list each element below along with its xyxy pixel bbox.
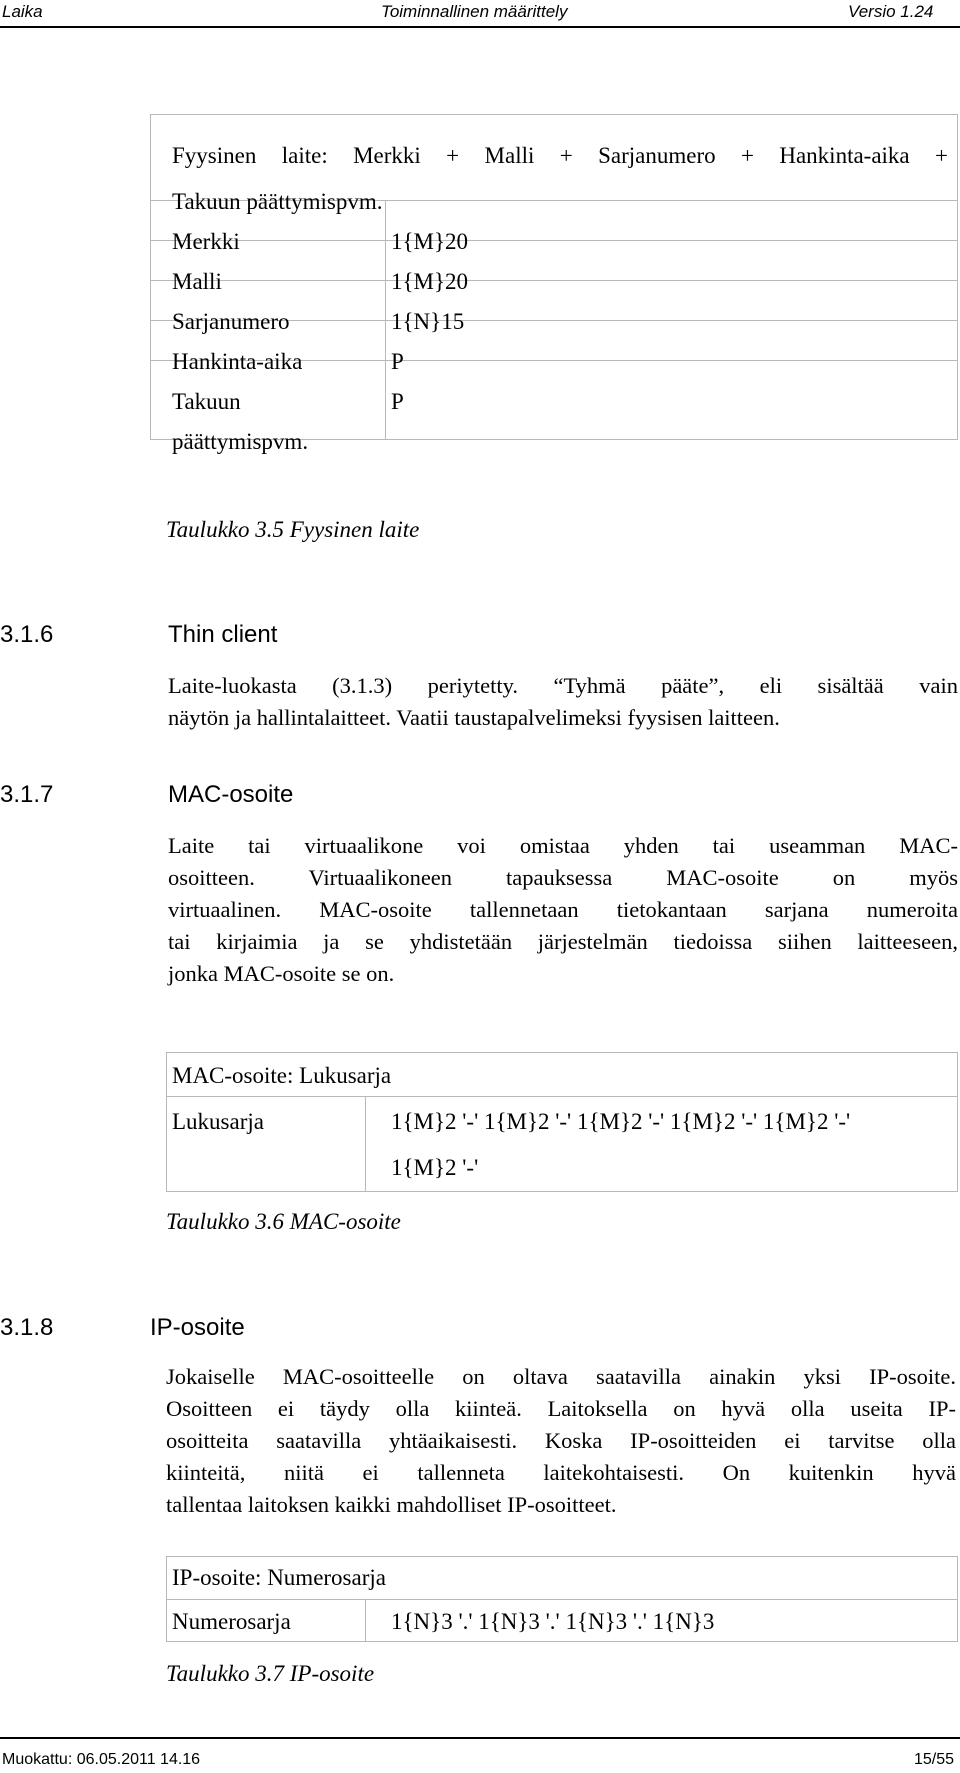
row-merkki-name: Merkki bbox=[172, 229, 240, 254]
row-sarjanumero-name: Sarjanumero bbox=[172, 309, 290, 334]
section-paragraph bbox=[168, 670, 958, 734]
row-value: 1{N}3 '.' 1{N}3 '.' 1{N}3 '.' 1{N}3 bbox=[391, 1609, 715, 1634]
section-title: MAC-osoite bbox=[168, 781, 294, 808]
section-paragraph bbox=[168, 830, 958, 990]
paragraph-line: jonka MAC-osoite se on. bbox=[168, 961, 395, 986]
row-value-line1: 1{M}2 '-' 1{M}2 '-' 1{M}2 '-' 1{M}2 '-' 1{M}2 '-' bbox=[391, 1109, 851, 1134]
section-number: 3.1.8 bbox=[0, 1314, 54, 1341]
table-column-divider bbox=[365, 1096, 366, 1192]
row-hankinta-aika-value: P bbox=[391, 349, 404, 374]
table-divider bbox=[150, 280, 958, 281]
table-divider bbox=[166, 1599, 958, 1600]
table-column-divider bbox=[385, 200, 386, 440]
row-malli-value: 1{M}20 bbox=[391, 269, 469, 294]
section-paragraph bbox=[166, 1361, 956, 1521]
paragraph-line: osoitteita saatavilla yhtäaikaisesti. Koska IP-osoitteiden ei tarvitse olla bbox=[166, 1428, 956, 1453]
table-title-line2: Takuun päättymispvm. bbox=[172, 189, 383, 214]
table-caption: Taulukko 3.7 IP-osoite bbox=[166, 1661, 375, 1686]
table-caption: Taulukko 3.5 Fyysinen laite bbox=[166, 517, 420, 542]
table-divider bbox=[166, 1096, 958, 1097]
row-name: Lukusarja bbox=[172, 1109, 264, 1134]
row-value-line2: 1{M}2 '-' bbox=[391, 1155, 479, 1180]
row-name: Numerosarja bbox=[172, 1609, 291, 1634]
table-caption: Taulukko 3.6 MAC-osoite bbox=[166, 1209, 401, 1234]
row-merkki-value: 1{M}20 bbox=[391, 229, 469, 254]
table-title-line1: Fyysinen laite: Merkki + Malli + Sarjanumero + Hankinta-aika + bbox=[172, 143, 948, 168]
table-column-divider bbox=[365, 1599, 366, 1642]
paragraph-line: Osoitteen ei täydy olla kiinteä. Laitoksella on hyvä olla useita IP- bbox=[166, 1396, 956, 1421]
table-title: IP-osoite: Numerosarja bbox=[172, 1565, 386, 1590]
row-hankinta-aika-name: Hankinta-aika bbox=[172, 349, 303, 374]
row-malli-name: Malli bbox=[172, 269, 222, 294]
page-footer bbox=[0, 1737, 960, 1773]
paragraph-line: Jokaiselle MAC-osoitteelle on oltava saatavilla ainakin yksi IP-osoite. bbox=[166, 1364, 956, 1389]
paragraph-line: tallentaa laitoksen kaikki mahdolliset IP-osoitteet. bbox=[166, 1492, 617, 1517]
row-takuun-name: Takuun bbox=[172, 389, 241, 414]
paragraph-line: tai kirjaimia ja se yhdistetään järjestelmän tiedoissa siihen laitteeseen, bbox=[168, 929, 958, 954]
section-number: 3.1.7 bbox=[0, 781, 54, 808]
section-title: Thin client bbox=[168, 621, 278, 648]
footer-modified-date: Muokattu: 06.05.2011 14.16 bbox=[2, 1751, 201, 1768]
section-title: IP-osoite bbox=[150, 1314, 245, 1341]
table-title: MAC-osoite: Lukusarja bbox=[172, 1063, 392, 1088]
paragraph-line: Laite tai virtuaalikone voi omistaa yhden tai useamman MAC- bbox=[168, 833, 958, 858]
row-takuun-value: P bbox=[391, 389, 404, 414]
footer-page-number: 15/55 bbox=[913, 1751, 954, 1768]
section-number: 3.1.6 bbox=[0, 621, 54, 648]
header-version: Versio 1.24 bbox=[848, 2, 934, 21]
row-sarjanumero-value: 1{N}15 bbox=[391, 309, 465, 334]
header-project-name: Laika bbox=[2, 2, 43, 21]
paragraph-line: kiinteitä, niitä ei tallenneta laitekohtaisesti. On kuitenkin hyvä bbox=[166, 1460, 956, 1485]
footer-rule bbox=[0, 1737, 960, 1739]
page-header bbox=[0, 0, 960, 30]
row-takuun-name-line2: päättymispvm. bbox=[172, 429, 309, 454]
table-divider bbox=[150, 240, 958, 241]
paragraph-line: Laite-luokasta (3.1.3) periytetty. “Tyhmä pääte”, eli sisältää vain bbox=[168, 673, 958, 698]
paragraph-line: osoitteen. Virtuaalikoneen tapauksessa MAC-osoite on myös bbox=[168, 865, 958, 890]
header-document-title: Toiminnallinen määrittely bbox=[381, 2, 568, 21]
header-rule bbox=[0, 26, 960, 28]
paragraph-line: virtuaalinen. MAC-osoite tallennetaan tietokantaan sarjana numeroita bbox=[168, 897, 958, 922]
paragraph-line: näytön ja hallintalaitteet. Vaatii taustapalvelimeksi fyysisen laitteen. bbox=[168, 705, 780, 730]
